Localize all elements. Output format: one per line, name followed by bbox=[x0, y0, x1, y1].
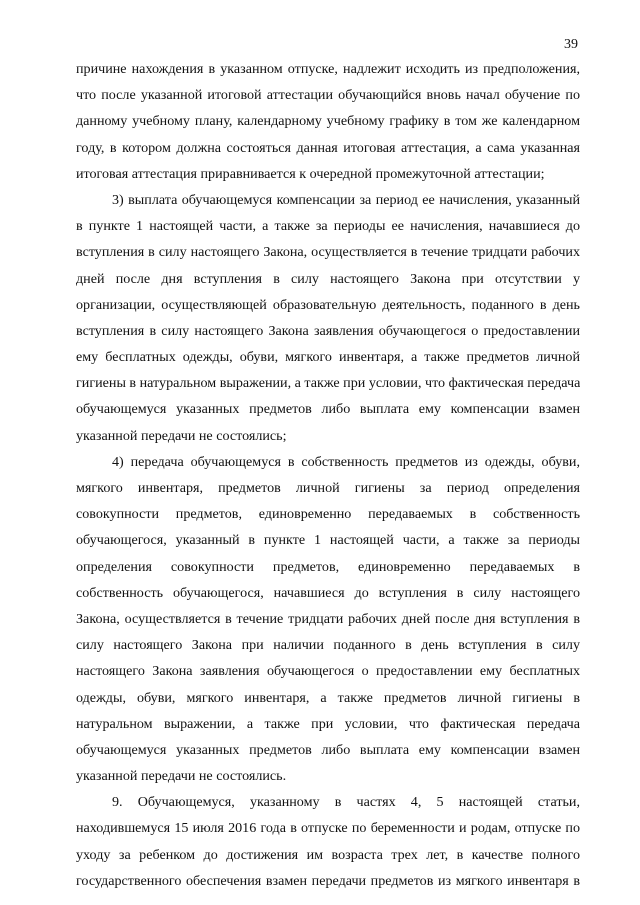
text-line: причине нахождения в указанном отпуске, надлежит исходить из предположения, bbox=[76, 61, 580, 77]
text-line: настоящего Закона заявления обучающегося о предоставлении ему бесплатных bbox=[76, 663, 580, 680]
text-line: обучающемуся указанных предметов либо выплата ему компенсации взамен bbox=[76, 741, 580, 758]
text-line: гигиены в натуральном выражении, а также при условии, что фактическая передача bbox=[76, 375, 580, 392]
paragraph bbox=[76, 789, 580, 894]
text-line: организации, осуществляющей образовательную деятельность, поданного в день bbox=[76, 296, 580, 313]
text-line: собственность обучающегося, начавшиеся до вступления в силу настоящего bbox=[76, 584, 580, 601]
text-line: ему бесплатных одежды, обуви, мягкого инвентаря, а также предметов личной bbox=[76, 349, 580, 366]
text-line: 9. Обучающемуся, указанному в частях 4, 5 настоящей статьи, bbox=[112, 794, 580, 811]
paragraph bbox=[76, 449, 580, 789]
text-line: году, в котором должна состояться данная итоговая аттестация, а сама указанная bbox=[76, 139, 580, 156]
text-line: обучающегося, указанный в пункте 1 настоящей части, а также за периоды bbox=[76, 532, 580, 549]
text-line: вступления в силу настоящего Закона, осуществляется в течение тридцати рабочих bbox=[76, 244, 580, 261]
text-line: итоговая аттестация приравнивается к очередной промежуточной аттестации; bbox=[76, 165, 545, 182]
text-line: силу настоящего Закона при наличии поданного в день вступления в силу bbox=[76, 637, 580, 654]
text-line: натуральном выражении, а также при условии, что фактическая передача bbox=[76, 715, 580, 732]
paragraph bbox=[76, 187, 580, 449]
page-number: 39 bbox=[564, 37, 578, 52]
text-line: указанной передачи не состоялись. bbox=[76, 768, 287, 785]
text-line: государственного обеспечения взамен передачи предметов из мягкого инвентаря в bbox=[76, 872, 580, 889]
text-line: данному учебному плану, календарному учебному графику в том же календарном bbox=[76, 113, 580, 130]
text-line: уходу за ребенком до достижения им возраста трех лет, в качестве полного bbox=[76, 846, 580, 863]
text-line: в пункте 1 настоящей части, а также за периоды ее начисления, начавшиеся до bbox=[76, 218, 580, 235]
paragraph bbox=[76, 56, 580, 187]
text-line: что после указанной итоговой аттестации обучающийся вновь начал обучение по bbox=[76, 87, 580, 104]
text-line: совокупности предметов, единовременно передаваемых в собственность bbox=[76, 506, 580, 523]
text-line: дней после дня вступления в силу настоящего Закона при отсутствии у bbox=[76, 270, 580, 287]
text-line: определения совокупности предметов, единовременно передаваемых в bbox=[76, 558, 580, 575]
text-line: находившемуся 15 июля 2016 года в отпуске по беременности и родам, отпуске по bbox=[76, 820, 580, 837]
text-line: Закона, осуществляется в течение тридцати рабочих дней после дня вступления в bbox=[76, 610, 580, 627]
document-body bbox=[76, 56, 580, 894]
text-line: 3) выплата обучающемуся компенсации за период ее начисления, указанный bbox=[112, 191, 580, 208]
text-line: обучающемуся указанных предметов либо выплата ему компенсации взамен bbox=[76, 401, 580, 418]
text-line: мягкого инвентаря, предметов личной гигиены за период определения bbox=[76, 480, 580, 496]
text-line: одежды, обуви, мягкого инвентаря, а также предметов личной гигиены в bbox=[76, 689, 580, 706]
text-line: 4) передача обучающемуся в собственность предметов из одежды, обуви, bbox=[112, 453, 580, 470]
text-line: вступления в силу настоящего Закона заявления обучающегося о предоставлении bbox=[76, 322, 580, 339]
text-line: указанной передачи не состоялись; bbox=[76, 427, 287, 444]
